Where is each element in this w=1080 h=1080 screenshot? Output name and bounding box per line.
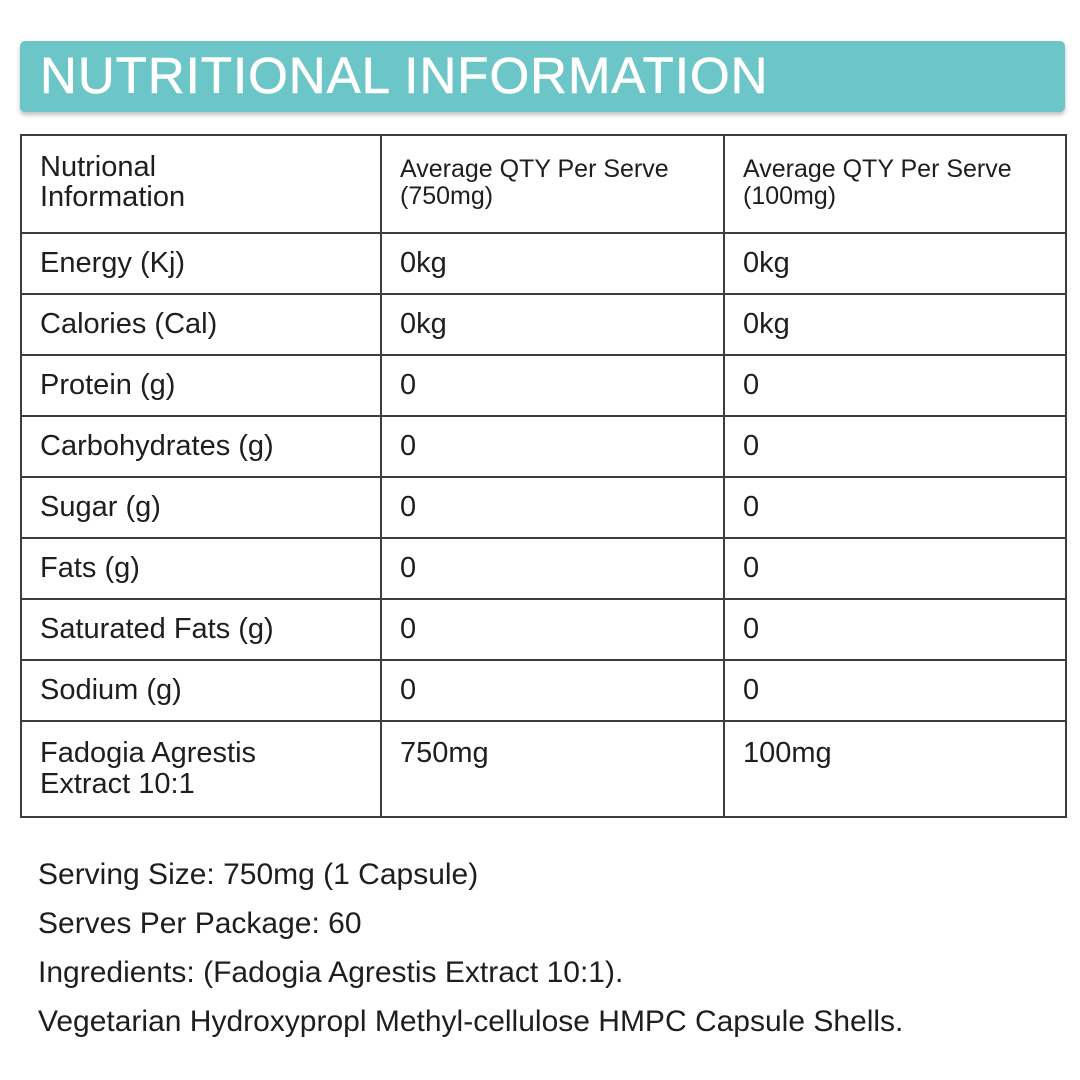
row-value-100: 0: [724, 416, 1066, 477]
row-value-750: 0kg: [381, 294, 724, 355]
table-row: [21, 721, 1066, 817]
row-value-750: 0: [381, 660, 724, 721]
row-value-750: 0: [381, 477, 724, 538]
row-value-100: 0kg: [724, 294, 1066, 355]
nutrition-table: [20, 134, 1067, 818]
table-row: [21, 294, 1066, 355]
row-value-750: 0: [381, 538, 724, 599]
table-row: [21, 477, 1066, 538]
ingredients: Ingredients: (Fadogia Agrestis Extract 10:1).: [38, 956, 624, 989]
capsule-shells: Vegetarian Hydroxypropl Methyl-cellulose HMPC Capsule Shells.: [38, 1005, 904, 1038]
row-value-750: 0: [381, 599, 724, 660]
table-row: [21, 416, 1066, 477]
row-value-750: 0: [381, 355, 724, 416]
row-value-100: 0: [724, 660, 1066, 721]
product-info: [38, 850, 903, 1046]
row-label: Saturated Fats (g): [21, 599, 381, 660]
table-header-row: [21, 135, 1066, 233]
page-title: NUTRITIONAL INFORMATION: [40, 47, 769, 104]
row-label: Energy (Kj): [21, 233, 381, 294]
row-value-100: 0: [724, 538, 1066, 599]
row-value-750: 750mg: [381, 721, 724, 817]
header-nutrient: Nutrional Information: [21, 135, 381, 233]
table-row: [21, 599, 1066, 660]
row-label: Protein (g): [21, 355, 381, 416]
title-banner: [20, 41, 1065, 112]
serves-per-package: Serves Per Package: 60: [38, 907, 362, 940]
table-row: [21, 538, 1066, 599]
row-label: Calories (Cal): [21, 294, 381, 355]
row-label: Fadogia Agrestis Extract 10:1: [21, 721, 381, 817]
row-value-100: 100mg: [724, 721, 1066, 817]
table-row: [21, 355, 1066, 416]
row-value-750: 0kg: [381, 233, 724, 294]
header-per-serve-100: Average QTY Per Serve (100mg): [724, 135, 1066, 233]
header-per-serve-750: Average QTY Per Serve (750mg): [381, 135, 724, 233]
table-row: [21, 660, 1066, 721]
row-label: Sugar (g): [21, 477, 381, 538]
row-value-100: 0: [724, 599, 1066, 660]
row-label: Fats (g): [21, 538, 381, 599]
row-value-100: 0kg: [724, 233, 1066, 294]
table-row: [21, 233, 1066, 294]
row-label: Sodium (g): [21, 660, 381, 721]
row-value-100: 0: [724, 355, 1066, 416]
row-value-750: 0: [381, 416, 724, 477]
row-value-100: 0: [724, 477, 1066, 538]
row-label: Carbohydrates (g): [21, 416, 381, 477]
serving-size: Serving Size: 750mg (1 Capsule): [38, 858, 479, 891]
